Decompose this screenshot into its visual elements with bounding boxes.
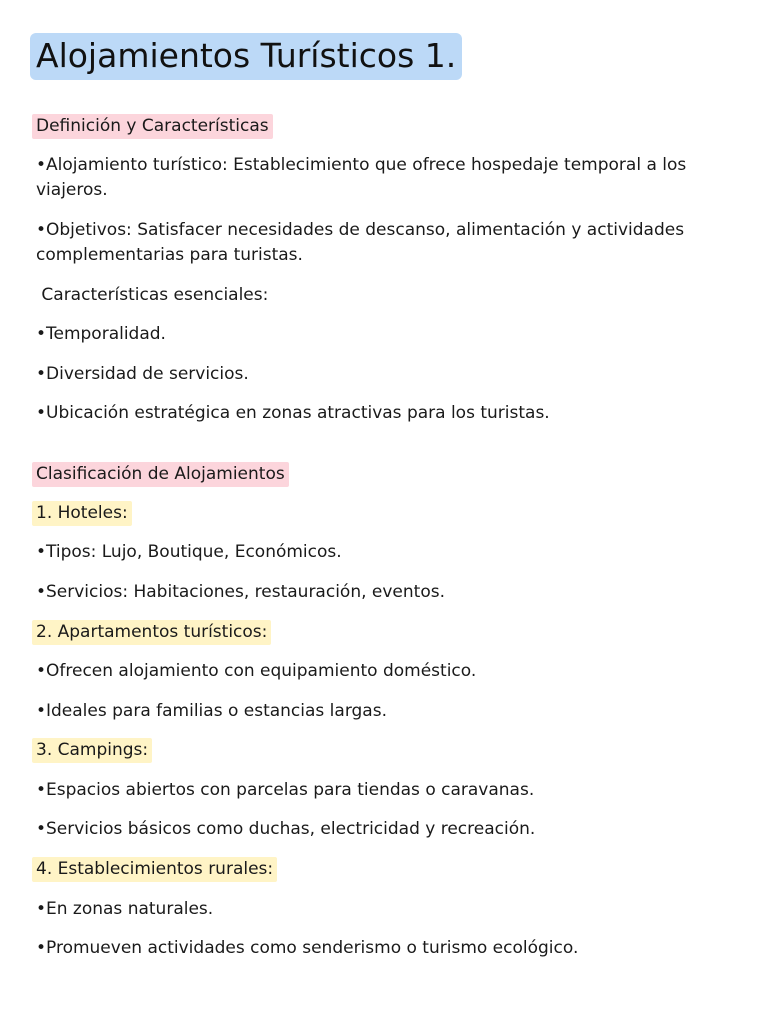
list-item-text: Diversidad de servicios. (46, 364, 249, 384)
list-item-text: En zonas naturales. (46, 899, 214, 919)
section-heading-definicion: Definición y Características (32, 114, 273, 139)
list-item-text: Servicios básicos como duchas, electricidad y recreación. (46, 819, 536, 839)
section-heading-clasificacion: Clasificación de Alojamientos (32, 462, 289, 487)
list-item (36, 659, 476, 684)
list-item-text: Servicios: Habitaciones, restauración, eventos. (46, 582, 445, 602)
bullet: • (36, 661, 47, 681)
bullet: • (36, 220, 47, 240)
list-item (36, 540, 342, 565)
list-item-text: Promueven actividades como senderismo o turismo ecológico. (46, 938, 579, 958)
list-item (36, 153, 716, 203)
list-item (36, 936, 578, 961)
list-item (36, 817, 535, 842)
bullet: • (36, 155, 47, 175)
list-item (36, 699, 387, 724)
list-item-text: Tipos: Lujo, Boutique, Económicos. (46, 542, 342, 562)
bullet: • (36, 364, 47, 384)
bullet: • (36, 324, 47, 344)
list-item-text: Ubicación estratégica en zonas atractivas para los turistas. (46, 403, 550, 423)
list-item (36, 401, 550, 426)
bullet: • (36, 899, 47, 919)
group-label-rurales: 4. Establecimientos rurales: (32, 857, 277, 882)
list-item-text: Alojamiento turístico: Establecimiento que ofrece hospedaje temporal a los viajeros. (36, 155, 687, 200)
bullet: • (36, 819, 47, 839)
list-item (36, 580, 445, 605)
bullet: • (36, 701, 47, 721)
list-item (36, 362, 249, 387)
list-item-text: Ofrecen alojamiento con equipamiento doméstico. (46, 661, 477, 681)
list-item (36, 218, 716, 268)
list-item (36, 778, 534, 803)
list-item-text: Temporalidad. (46, 324, 166, 344)
list-item-text: Espacios abiertos con parcelas para tiendas o caravanas. (46, 780, 535, 800)
bullet: • (36, 938, 47, 958)
bullet: • (36, 582, 47, 602)
group-label-campings: 3. Campings: (32, 738, 152, 763)
bullet: • (36, 780, 47, 800)
page-title: Alojamientos Turísticos 1. (30, 33, 462, 80)
bullet: • (36, 542, 47, 562)
list-item (36, 322, 166, 347)
list-item-text: Objetivos: Satisfacer necesidades de descanso, alimentación y actividades complementarias para turistas. (36, 220, 685, 265)
group-label-apartamentos: 2. Apartamentos turísticos: (32, 620, 271, 645)
list-item-text: Ideales para familias o estancias largas. (46, 701, 387, 721)
list-item (36, 897, 213, 922)
bullet: • (36, 403, 47, 423)
group-label-hoteles: 1. Hoteles: (32, 501, 132, 526)
features-label: Características esenciales: (36, 285, 269, 305)
